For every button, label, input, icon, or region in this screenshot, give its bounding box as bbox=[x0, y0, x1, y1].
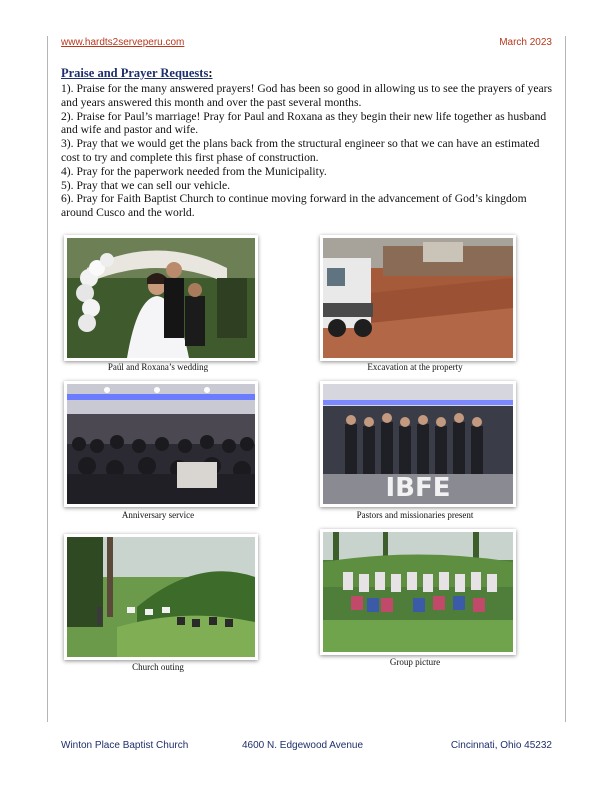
photo-caption: Church outing bbox=[132, 662, 184, 672]
photo-caption: Group picture bbox=[389, 657, 441, 667]
request-item: 1). Praise for the many answered prayers! God has been so good in allowing us to see the prayers of years and years answered this month and over the past several months. bbox=[61, 82, 552, 109]
request-item: 4). Pray for the paperwork needed from the Municipality. bbox=[61, 164, 327, 178]
request-item: 3). Pray that we would get the plans back from the structural engineer so that we can have an estimated cost to try and complete this first phase of construction. bbox=[61, 137, 540, 164]
photo-caption: Excavation at the property bbox=[367, 362, 463, 372]
request-item: 2). Praise for Paul’s marriage! Pray for Paul and Roxana as they begin their new life together as husband and wife and pastor and wife. bbox=[61, 109, 547, 137]
header-date: March 2023 bbox=[499, 37, 552, 48]
photo-caption: Pastors and missionaries present bbox=[356, 510, 474, 520]
right-margin-rule bbox=[565, 36, 566, 722]
photo-caption: Paúl and Roxana’s wedding bbox=[107, 362, 209, 372]
sign-lettering: IBFE bbox=[385, 473, 451, 503]
footer-city: Cincinnati, Ohio 45232 bbox=[450, 740, 552, 751]
footer-church-name: Winton Place Baptist Church bbox=[61, 740, 189, 751]
anniversary-service-photo bbox=[64, 381, 258, 507]
church-outing-photo bbox=[64, 534, 258, 660]
group-photo bbox=[320, 529, 516, 655]
footer-address: 4600 N. Edgewood Avenue bbox=[242, 740, 364, 751]
header-website-link[interactable]: www.hardts2serveperu.com bbox=[61, 37, 185, 48]
photo-caption: Anniversary service bbox=[121, 510, 195, 520]
section-title: Praise and Prayer Requests: bbox=[61, 66, 213, 80]
wedding-photo bbox=[64, 235, 258, 361]
prayer-requests-section bbox=[61, 66, 556, 220]
left-margin-rule bbox=[47, 36, 48, 722]
request-item: 5). Pray that we can sell our vehicle. bbox=[61, 178, 231, 192]
pastors-missionaries-photo bbox=[320, 381, 516, 507]
excavation-photo bbox=[320, 235, 516, 361]
request-item: 6). Pray for Faith Baptist Church to continue moving forward in the advancement of God’s kingdom around Cusco and the world. bbox=[61, 192, 527, 220]
